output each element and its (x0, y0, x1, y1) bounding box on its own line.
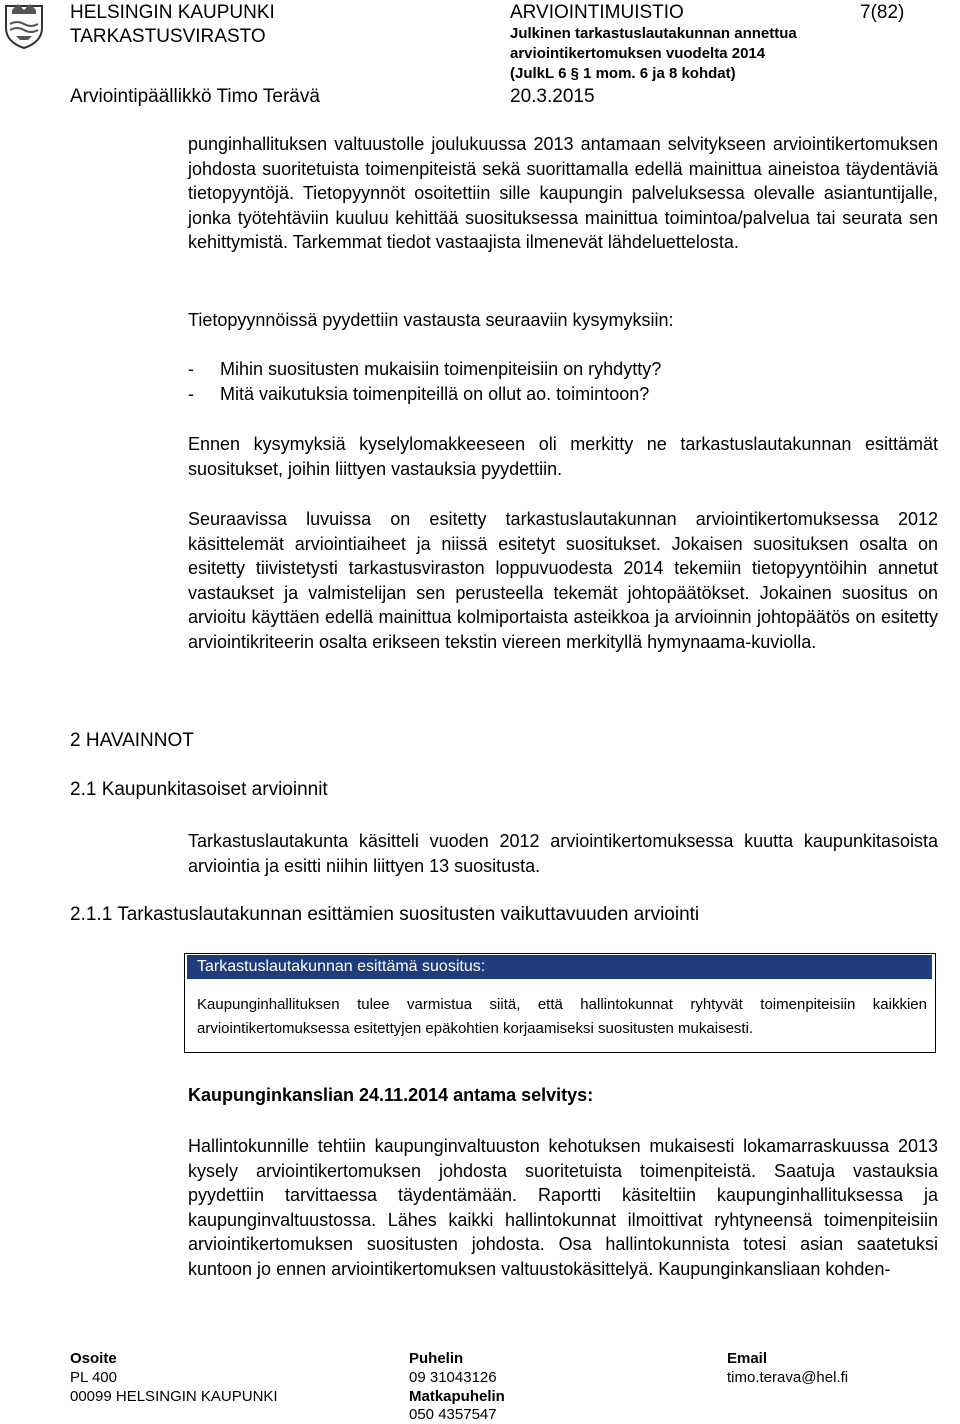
list-dash: - (188, 359, 194, 379)
recommendation-text: Kaupunginhallituksen tulee varmistua siitä, että hallintokunnat ryhtyvät toimenpiteisiin kaikkien arviointikertomuksessa esitettyjen epäkohtien korjaamiseksi suositusten mukaisesti. (197, 996, 927, 1037)
paragraph-questions-intro (188, 308, 938, 333)
heading-2: 2 HAVAINNOT (70, 730, 194, 751)
footer-address-label: Osoite (70, 1350, 117, 1367)
list-item (188, 382, 649, 406)
doc-subtitle-line2: arviointikertomuksen vuodelta 2014 (510, 45, 766, 62)
helsinki-crest-logo (0, 0, 48, 50)
doc-type: ARVIOINTIMUISTIO (510, 2, 684, 23)
paragraph-form-note (188, 432, 938, 481)
paragraph-form-note-text: Ennen kysymyksiä kyselylomakkeeseen oli merkitty ne tarkastuslautakunnan esittämät suositukset, joihin liittyen vastauksia pyydettiin. (188, 434, 938, 479)
paragraph-city-level-text: Tarkastuslautakunta käsitteli vuoden 2012 arviointikertomuksessa kuutta kaupunkitasoista arviointia ja esitti niihin liittyen 13 suositusta. (188, 831, 938, 876)
footer-phone-label: Puhelin (409, 1350, 464, 1367)
list-dash: - (188, 384, 194, 404)
footer-address-line1: PL 400 (70, 1369, 117, 1386)
paragraph-method-text: Seuraavissa luvuissa on esitetty tarkastuslautakunnan arviointikertomuksessa 2012 käsittelemät arviointiaiheet ja niissä esitetyt suositukset. Jokaisen suosituksen osalta on esitetty tiivistetysti tarkastusviraston loppuvuodesta 2014 tekemiin tietopyyntöihin annetut vastaukset ja valmistelijan sen perusteella tekemät johtopäätökset. Jokainen suositus on arvioitu käyttäen edellä mainittua kolmiportaista asteikkoa ja arvioinnin johtopäätös on esitetty arviointikriteerin osalta erikseen tekstin viereen merkityllä hymynaama-kuviolla. (188, 509, 938, 652)
org-name-line2: TARKASTUSVIRASTO (70, 26, 266, 47)
question-2: Mitä vaikutuksia toimenpiteillä on ollut ao. toimintoon? (220, 384, 650, 404)
recommendation-box (184, 953, 936, 1053)
paragraph-response (188, 1134, 938, 1282)
paragraph-questions-intro-text: Tietopyynnöissä pyydettiin vastausta seuraaviin kysymyksiin: (188, 310, 674, 330)
paragraph-response-text: Hallintokunnille tehtiin kaupunginvaltuuston kehotuksen mukaisesti lokamarraskuussa 2013 kysely arviointikertomuksen johdosta suoritetuista toimenpiteistä. Saatuja vastauksia pyydettiin tarvittaessa täydentämään. Raportti käsiteltiin kaupunginhallituksessa ja kaupunginvaltuustossa. Lähes kaikki hallintokunnat ilmoittivat ryhtyneensä toimenpiteisiin arviointikertomuksen suositusten johdosta. Osa hallintokunnista totesi asian saatetuksi kuntoon jo ennen arviointikertomuksen valtuustokäsittelyä. Kaupunginkansliaan kohden- (188, 1136, 938, 1279)
heading-2-1-1: 2.1.1 Tarkastuslautakunnan esittämien suositusten vaikuttavuuden arviointi (70, 904, 700, 925)
footer-phone: 09 31043126 (409, 1369, 497, 1386)
org-name-line1: HELSINGIN KAUPUNKI (70, 2, 275, 23)
page-number: 7(82) (860, 2, 905, 23)
paragraph-intro-text: punginhallituksen valtuustolle joulukuussa 2013 antamaan selvitykseen arviointikertomuksen johdosta suoritetuista toimenpiteistä sekä suorittamalla edellä mainittua aineistoa täydentäviä tietopyyntöjä. Tietopyynnöt osoitettiin sille kaupungin palveluksessa olevalle asiantuntijalle, jonka työtehtäviin kuuluu kehittää suosituksessa mainittua toimintoa/palvelua tai seurata sen kehittymistä. Tarkemmat tiedot vastaajista ilmenevät lähdeluettelosta. (188, 134, 938, 253)
document-date: 20.3.2015 (510, 86, 595, 107)
footer-mobile: 050 4357547 (409, 1406, 497, 1423)
paragraph-intro (188, 132, 938, 255)
author: Arviointipäällikkö Timo Terävä (70, 86, 320, 107)
doc-subtitle-line1: Julkinen tarkastuslautakunnan annettua (510, 25, 797, 42)
response-heading: Kaupunginkanslian 24.11.2014 antama selvitys: (188, 1085, 594, 1105)
recommendation-title: Tarkastuslautakunnan esittämä suositus: (187, 955, 932, 979)
list-item (188, 357, 661, 381)
doc-subtitle-line3: (JulkL 6 § 1 mom. 6 ja 8 kohdat) (510, 65, 736, 82)
question-1: Mihin suositusten mukaisiin toimenpiteisiin on ryhdytty? (220, 359, 662, 379)
heading-2-1: 2.1 Kaupunkitasoiset arvioinnit (70, 779, 328, 800)
footer-mobile-label: Matkapuhelin (409, 1388, 505, 1405)
footer-email[interactable]: timo.terava@hel.fi (727, 1369, 849, 1386)
footer-address-line2: 00099 HELSINGIN KAUPUNKI (70, 1388, 278, 1405)
paragraph-city-level (188, 829, 938, 878)
paragraph-method (188, 507, 938, 655)
footer-email-label: Email (727, 1350, 768, 1367)
